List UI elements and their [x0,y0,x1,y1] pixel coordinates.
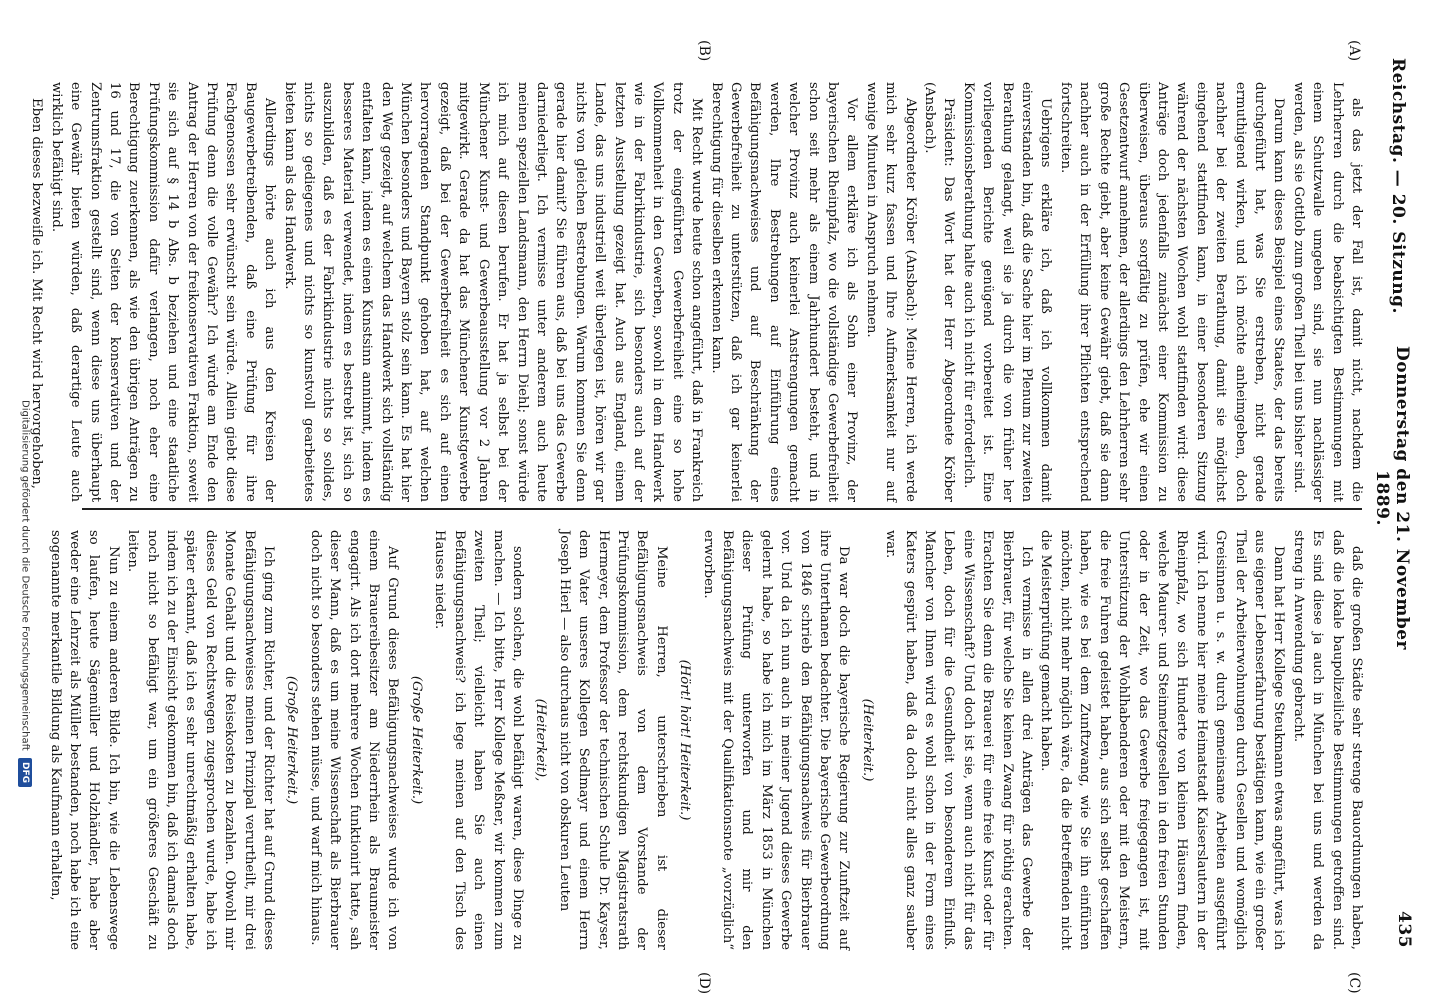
stage-direction: (Hört! hört! Heiterkeit.) [677,659,693,821]
credit-text: Digitalisierung gefördert durch die Deutsche Forschungsgemeinschaft [19,400,31,751]
margin-letter-c: (C) [1346,972,1362,994]
stage-direction: (Heiterkeit), [533,698,549,782]
paragraph: Allerdings hörte auch ich aus den Kreisen der Baugewerbetreibenden, daß eine Prüfung für ihre Fachgenossen sehr erwünscht sein würde. Allein giebt diese Prüfung denn die volle Gewähr? Ich würde am Ende den Antrag der Herren von der freikonservativen Fraktion, soweit sie sich auf § 14 b Abs. b beziehen und eine staatliche Prüfungskommission dafür verlangen, noch eher eine Berechtigung zuerkennen, als wie den übrigen Anträgen zu 16 und 17, die von Seiten der konservativen und der Zentrumsfraktion gestellt sind, wenn diese uns überhaupt eine Gewähr bieten würden, daß derartige Leute auch wirklich befähigt sind. [48,82,278,502]
header-session: Reichstag. — 20. Sitzung. [1388,58,1408,314]
paragraph: Ich vermisse in allen drei Anträgen das Gewerbe der Bierbrauer, für welche Sie keinen Zwang für nöthig erachten. Erachten Sie denn die Brauerei für eine freie Kunst oder für eine Wissenschaft? Und doch ist sie, wenn auch nicht für das Leben, doch für die Gesundheit von besonderem Einfluß. Mancher von Ihnen wird es wohl schon in der Form eines Katers gespürt haben, daß da doch nicht alles ganz sauber war. [883,530,1035,950]
stage-direction: (Heiterkeit.) [859,698,875,782]
page-number: 435 [1394,911,1414,948]
paragraph: Ich ging zum Richter, und der Richter hat auf Grund dieses Befähigungsnachweises meinen Prinzipal verurtheilt, mir drei Monate Gehalt und die Reisekosten zu bezahlen. Obwohl mir dieses Geld von Rechtswegen zugesprochen wurde, habe ich später erkannt, daß ich es sehr unrechtmäßig erhalten habe, indem ich zu der Einsicht gekommen bin, daß ich damals doch noch nicht so befähigt war, um ein größeres Geschäft zu leiten. [125,530,277,950]
margin-letter-d: (D) [696,972,712,995]
paragraph: Darum kann dieses Beispiel eines Staates, der das bereits durchgeführt hat, was Sie erstreben, nicht gerade ermuthigend wirken, und ich möchte anheimgeben, doch nachher bei der zweiten Berathung, damit sie möglichst eingehend stattfinden kann, in einer besonderen Sitzung während der nächsten Wochen wohl stattfinden wird: diese Anträge doch jedenfalls zunächst einer Kommission zu überweisen, überaus sorgfältig zu prüfen, ehe wir einen Gesetzentwurf annehmen, der allerdings den Lehrherren sehr große Rechte giebt, aber keine Gewähr giebt, daß sie dann nachher auch in der Erfüllung ihrer Pflichten entsprechend fortschreiten. [1057,82,1287,502]
left-column [27,82,1366,502]
paragraph: Eben dieses bezweifle ich. Mit Recht wird hervorgehoben, [29,98,45,489]
paragraph: daß die großen Städte sehr strenge Bauordnungen haben, daß die lokale baupolizeiliche Bestimmungen getroffen sind. Es sind diese ja auch in München bei uns und werden da streng in Anwendung gebracht. [1290,530,1364,950]
right-column [45,530,1366,950]
stage-direction: (Große Heiterkeit.) [284,675,300,805]
paragraph: Da war doch die bayerische Regierung zur Zunftzeit auf ihre Unterthanen bedachter. Die bayerische Gewerbeordnung von 1846 schrieb den Befähigungsnachweis für Bierbrauer vor. Und da ich nun auch in meiner Jugend dieses Gewerbe gelernt habe, so habe ich mich im März 1853 in München dieser Prüfung unterworfen und mir den Befähigungsnachweis mit der Qualifikationsnote „vorzüglich“ erworben. [700,530,852,950]
paragraph: Nun zu einem anderen Bilde. Ich bin, wie die Lebenswege so laufen, heute Sägemüller und Holzhändler, habe aber weder eine Lehrzeit als Müller bestanden, noch habe ich eine sogenannte merkantile Bildung als Kaufmann erhalten, [47,530,121,950]
paragraph: Meine Herren, unterschrieben ist dieser Befähigungsnachweis von dem Vorstande der Prüfungskommission, dem rechtskundigen Magistratsrath Hermeyer, dem Professor der technischen Schule Dr. Kayser, dem Vater unseres Kollegen Sedlmayr und einem Herrn Joseph Hierl — also durchaus nicht von obskuren Leuten [556,530,669,950]
margin-letter-b: (B) [696,40,712,62]
digitization-credit [10,400,32,1000]
stage-direction: (Große Heiterkeit.) [408,675,424,805]
margin-letter-a: (A) [1346,40,1362,62]
page-header [1372,58,1426,948]
paragraph: Dann hat Herr Kollege Steukmann etwas angeführt, was ich aus eigener Lebenserfahrung bestätigen kann, wie ein großer Theil der Arbeiterwohnungen durch Gesellen und womöglich Greisinnen u. s. w. durch gemeinsame Arbeiten ausgeführt wird. Ich nenne hier meine Heimatstadt Kaiserslautern in der Rheinpfalz, wo sich Hunderte von kleinen Häusern finden, welche Maurer- und Steinmetzgesellen in den freien Stunden oder in der Zeit, wo das Gewerbe freigegangen ist, mit Unterstützung der Wohlhabenderen oder mit den Meistern, die freie Fuhren geleistet haben, aus sich selbst geschaffen haben, wie es bei dem Zunftzwang, wie Sie ihn einführen möchten, nicht mehr möglich wäre, da die Betreffenden nicht die Meisterprüfung gemacht haben. [1038,530,1287,950]
column-divider [82,508,1362,510]
paragraph: Vor allem erkläre ich als Sohn einer Provinz, der bayerischen Rheinpfalz, wo die vollständige Gewerbefreiheit schon seit mehr als einem Jahrhundert besteht, und in welcher Provinz auch keinerlei Anstrengungen gemacht werden, Ihre Bestrebungen auf Einführung eines Befähigungsnachweises und auf Beschränkung der Gewerbefreiheit zu unterstützen, daß ich gar keinerlei Berechtigung für dieselben erkennen kann. [708,82,860,502]
paragraph: Uebrigens erkläre ich, daß ich vollkommen damit einverstanden bin, daß die Sache hier im Plenum zur zweiten Berathung gelangt, weil sie ja durch die von früher her vorliegenden Berichte genügend vorbereitet ist. Eine Kommissionsberathung halte auch ich nicht für erforderlich. [960,82,1054,502]
paragraph: Abgeordneter Kröber (Ansbach): Meine Herren, ich werde mich sehr kurz fassen und Ihre Aufmerksamkeit nur auf wenige Minuten in Anspruch nehmen. [863,82,918,502]
paragraph: Mit Recht wurde heute schon angeführt, daß in Frankreich trotz der eingeführten Gewerbefreiheit eine so hohe Vollkommenheit in den Gewerben, sowohl in dem Handwerk wie in der Fabrikindustrie, sich besonders auch auf der letzten Ausstellung gezeigt hat. Auch aus England, einem Lande, das uns industriell weit überlegen ist, hören wir gar nichts von gleichen Bestrebungen. Warum kommen Sie denn gerade hier damit? Sie führen aus, daß bei uns das Gewerbe darniederliegt. Ich vermisse unter anderem auch heute meinen speziellen Landsmann, den Herrn Diehl; sonst würde ich mich auf diesen berufen. Er hat ja selbst bei der Münchener Kunst- und Gewerbeausstellung vor 2 Jahren mitgewirkt. Gerade da hat das Münchener Kunstgewerbe gezeigt, daß bei der Gewerbefreiheit es sich auf einen hervorragenden Standpunkt gehoben hat, auf welchen München besonders und Bayern stolz sein kann. Es hat hier den Weg gezeigt, auf welchem das Handwerk sich vollständig entfalten kann, indem es einen Kunstsinn annimmt, indem es besseres Material verwendet, indem es bestrebt ist, sich so auszubilden, daß es der Fabrikindustrie nichts so solides, nichts so gediegenes und nichts so kunstvoll gearbeitetes bieten kann als das Handwerk. [281,82,705,502]
dfg-logo: DFG [18,758,32,787]
paragraph: als das jetzt der Fall ist, damit nicht, nachdem die Lehrherren durch die beabsichtigten Bestimmungen mit einem Schutzwalle umgeben sind, sie nun nachlässiger werden, als sie Gottlob zum großen Theil bei uns bisher sind. [1290,82,1364,502]
paragraph: Präsident: Das Wort hat der Herr Abgeordnete Kröber (Ansbach). [922,82,957,502]
paragraph: Auf Grund dieses Befähigungsnachweises wurde ich von einem Brauereibesitzer am Niederrhein als Braumeister engagirt. Als ich dort mehrere Wochen funktionirt hatte, sah dieser Mann, daß es um meine Wissenschaft als Bierbrauer doch nicht so besonders stehen müsse, und warf mich hinaus. [307,530,401,950]
paragraph: sondern solchen, die wohl befähigt waren, diese Dinge zu machen. — Ich bitte, Herr Kollege Meßner, wir kommen zum zweiten Theil; vielleicht haben Sie auch einen Befähigungsnachweis? ich lege meinen auf den Tisch des Hauses nieder. [432,530,525,950]
header-date: Donnerstag den 21. November 1889. [1372,345,1412,650]
